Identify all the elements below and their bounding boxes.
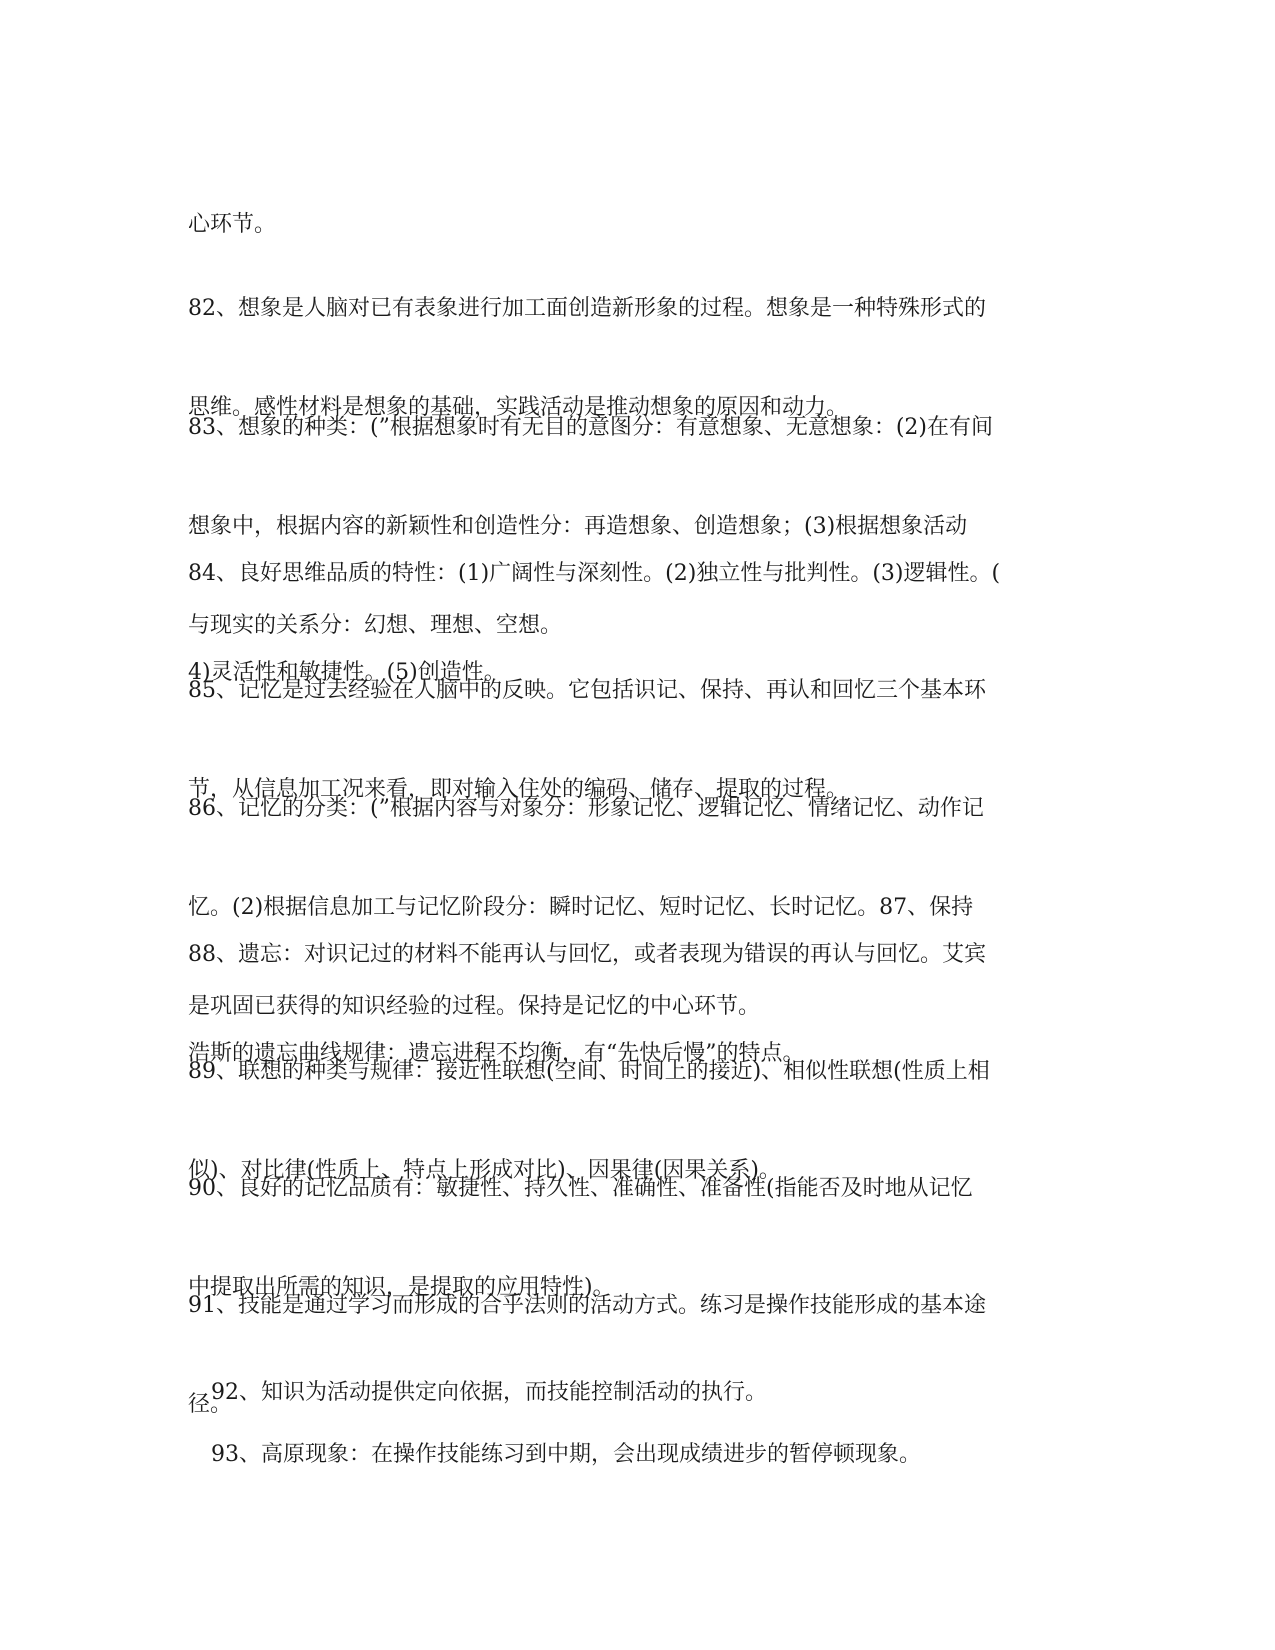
text-line: 似)、对比律(性质上、特点上形成对比)、因果律(因果关系)。 — [188, 1158, 781, 1183]
text-line: 92、知识为活动提供定向依据，而技能控制活动的执行。 — [211, 1380, 767, 1405]
text-line: 是巩固已获得的知识经验的过程。保持是记忆的中心环节。 — [188, 994, 761, 1019]
text-line: 节，从信息加工况来看，即对输入住处的编码、储存、提取的过程。 — [188, 777, 849, 802]
text-line: 与现实的关系分：幻想、理想、空想。 — [188, 613, 563, 638]
text-line: 90、良好的记忆品质有：敏捷性、持久性、准确性、准备性(指能否及时地从记忆 — [188, 1176, 973, 1201]
text-line: 径。 — [188, 1392, 233, 1417]
text-line: 84、良好思维品质的特性：(1)广阔性与深刻性。(2)独立性与批判性。(3)逻辑性。( — [188, 561, 1001, 586]
text-line: 83、想象的种类：(”根据想象时有无目的意图分：有意想象、无意想象：(2)在有间 — [188, 415, 993, 440]
text-line: 91、技能是通过学习而形成的合乎法则的活动方式。练习是操作技能形成的基本途 — [188, 1293, 986, 1318]
text-line: 浩斯的遗忘曲线规律：遗忘进程不均衡，有“先快后慢”的特点。 — [188, 1041, 805, 1066]
text-line: 心环节。 — [188, 212, 277, 237]
text-line: 4)灵活性和敏捷性。(5)创造性。 — [188, 660, 506, 685]
text-line: 忆。(2)根据信息加工与记忆阶段分：瞬时记忆、短时记忆、长时记忆。87、保持 — [188, 895, 974, 920]
text-line: 85、记忆是过去经验在人脑中的反映。它包括识记、保持、再认和回忆三个基本环 — [188, 678, 986, 703]
text-line: 86、记忆的分类：(”根据内容与对象分：形象记忆、逻辑记忆、情绪记忆、动作记 — [188, 796, 984, 821]
text-line: 93、高原现象：在操作技能练习到中期，会出现成绩进步的暂停顿现象。 — [211, 1442, 921, 1467]
text-line: 88、遗忘：对识记过的材料不能再认与回忆，或者表现为错误的再认与回忆。艾宾 — [188, 942, 986, 967]
paragraph-93 — [211, 1372, 1091, 1537]
text-line: 82、想象是人脑对已有表象进行加工面创造新形象的过程。想象是一种特殊形式的 — [188, 296, 986, 321]
text-line: 89、联想的种类与规律：接近性联想(空间、时间上的接近)、相似性联想(性质上相 — [188, 1059, 990, 1084]
text-line: 思维。感性材料是想象的基础，实践活动是推动想象的原因和动力。 — [188, 395, 849, 420]
text-line: 中提取出所需的知识，是提取的应用特性)。 — [188, 1275, 615, 1300]
text-line: 想象中，根据内容的新颖性和创造性分：再造想象、创造想象；(3)根据想象活动 — [188, 514, 968, 539]
